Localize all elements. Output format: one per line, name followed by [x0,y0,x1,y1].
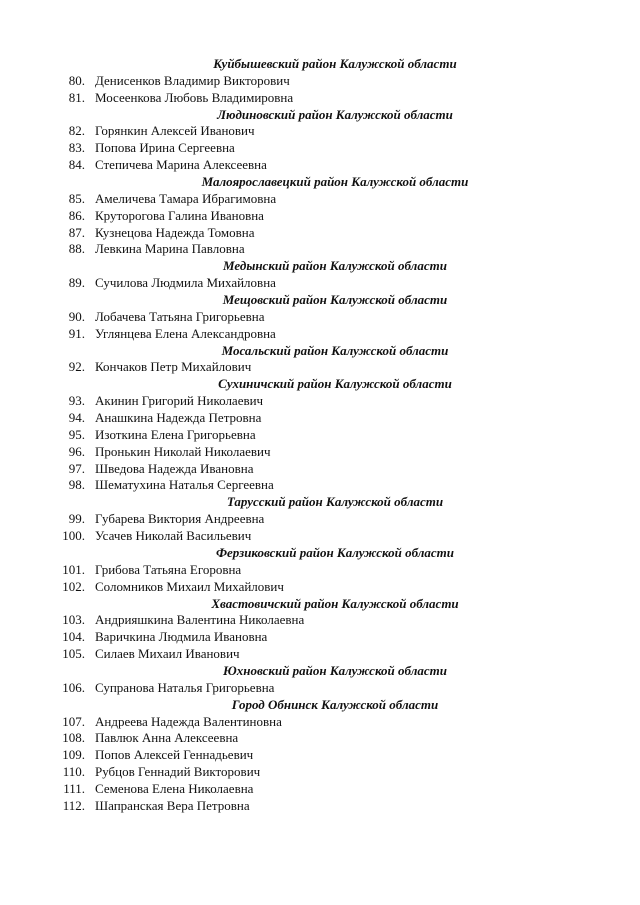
item-number: 108. [62,730,85,746]
list-item [0,511,640,528]
person-name: Семенова Елена Николаевна [95,780,254,796]
person-name: Кузнецова Надежда Томовна [95,224,255,240]
section-heading: Медынский район Калужской области [223,258,447,274]
item-number: 88. [68,241,85,257]
item-number: 106. [62,679,85,695]
list-item [0,393,640,410]
person-name: Круторогова Галина Ивановна [95,207,264,223]
item-number: 98. [68,477,85,493]
list-item [0,191,640,208]
person-name: Попова Ирина Сергеевна [95,140,235,156]
person-name: Сучилова Людмила Михайловна [95,275,276,291]
section-heading: Город Обнинск Калужской области [231,696,439,712]
person-name: Шематухина Наталья Сергеевна [95,477,274,493]
list-item [0,427,640,444]
person-name: Кончаков Петр Михайлович [95,359,252,375]
section-heading: Тарусский район Калужской области [226,494,444,510]
item-number: 107. [62,713,85,729]
person-name: Анашкина Надежда Петровна [95,410,262,426]
section-heading: Ферзиковский район Калужской области [215,544,455,560]
person-name: Попов Алексей Геннадьевич [95,747,254,763]
person-name: Губарева Виктория Андреевна [95,511,265,527]
section-heading: Юхновский район Калужской области [223,662,447,678]
person-name: Шведова Надежда Ивановна [95,460,254,476]
item-number: 93. [68,393,85,409]
list-item [0,157,640,174]
document-page [0,56,640,815]
item-number: 92. [68,359,85,375]
person-name: Андрияшкина Валентина Николаевна [95,612,305,628]
list-item [0,612,640,629]
person-name: Степичева Марина Алексеевна [95,157,267,173]
list-item [0,528,640,545]
person-name: Андреева Надежда Валентиновна [95,713,282,729]
item-number: 95. [68,426,85,442]
item-number: 81. [68,89,85,105]
item-number: 96. [68,443,85,459]
section-heading: Сухиничский район Калужской области [218,376,452,392]
person-name: Изоткина Елена Григорьевна [95,426,256,442]
item-number: 102. [62,578,85,594]
item-number: 104. [62,629,85,645]
item-number: 105. [62,646,85,662]
person-name: Мосеенкова Любовь Владимировна [95,89,294,105]
person-name: Силаев Михаил Иванович [95,646,240,662]
item-number: 110. [62,764,85,780]
item-number: 99. [68,511,85,527]
person-name: Денисенков Владимир Викторович [95,72,290,88]
item-number: 82. [68,123,85,139]
person-name: Супранова Наталья Григорьевна [95,679,275,695]
list-item [0,747,640,764]
list-item [0,410,640,427]
list-item [0,730,640,747]
item-number: 80. [68,72,85,88]
item-number: 101. [62,561,85,577]
section-heading: Мещовский район Калужской области [222,292,448,308]
item-number: 90. [68,308,85,324]
person-name: Варичкина Людмила Ивановна [95,629,268,645]
list-item [0,798,640,815]
list-item [0,73,640,90]
list-item [0,359,640,376]
list-item [0,225,640,242]
item-number: 84. [68,157,85,173]
item-number: 111. [63,780,85,796]
list-item [0,123,640,140]
item-number: 83. [68,140,85,156]
item-number: 103. [62,612,85,628]
item-number: 97. [68,460,85,476]
item-number: 109. [62,747,85,763]
person-name: Шапранская Вера Петровна [95,797,250,813]
list-item [0,629,640,646]
item-number: 89. [68,275,85,291]
section-heading: Людиновский район Калужской области [217,106,453,122]
list-item [0,326,640,343]
list-item [0,680,640,697]
person-name: Рубцов Геннадий Викторович [95,764,261,780]
list-item [0,208,640,225]
person-name: Левкина Марина Павловна [95,241,245,257]
section-heading: Мосальский район Калужской области [221,342,449,358]
section-heading: Хвастовичский район Калужской области [211,595,459,611]
person-name: Пронькин Николай Николаевич [95,443,271,459]
list-item [0,714,640,731]
list-item [0,646,640,663]
list-item [0,140,640,157]
list-item [0,764,640,781]
item-number: 100. [62,528,85,544]
list-item [0,275,640,292]
list-item [0,461,640,478]
list-item [0,579,640,596]
item-number: 87. [68,224,85,240]
person-name: Лобачева Татьяна Григорьевна [95,308,265,324]
section-heading: Куйбышевский район Калужской области [213,56,457,71]
list-item [0,781,640,798]
person-name: Горянкин Алексей Иванович [95,123,255,139]
person-name: Павлюк Анна Алексеевна [95,730,239,746]
item-number: 94. [68,410,85,426]
list-item [0,309,640,326]
person-name: Амеличева Тамара Ибрагимовна [95,190,277,206]
person-name: Грибова Татьяна Егоровна [95,561,242,577]
person-name: Соломников Михаил Михайлович [95,578,284,594]
list-item [0,444,640,461]
item-number: 112. [62,797,85,813]
list-item [0,90,640,107]
person-name: Акинин Григорий Николаевич [95,393,264,409]
person-name: Углянцева Елена Александровна [95,325,276,341]
list-item [0,562,640,579]
item-number: 86. [68,207,85,223]
section-heading: Малоярославецкий район Калужской области [201,174,469,190]
list-item [0,477,640,494]
list-item [0,241,640,258]
item-number: 85. [68,190,85,206]
person-name: Усачев Николай Васильевич [95,528,252,544]
item-number: 91. [68,325,85,341]
